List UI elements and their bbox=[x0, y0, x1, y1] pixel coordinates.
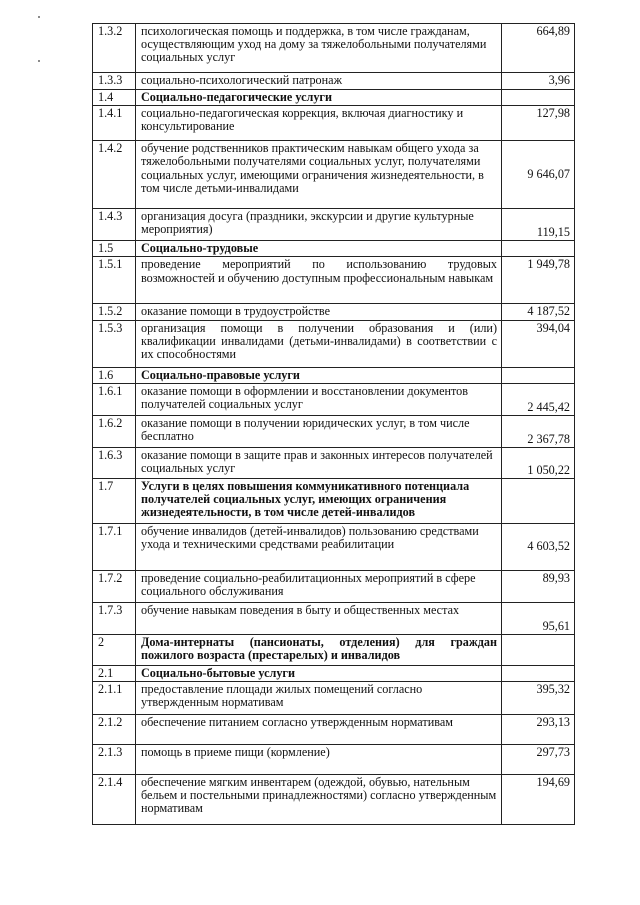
service-price bbox=[502, 634, 575, 665]
row-number: 1.4.1 bbox=[93, 106, 136, 141]
row-number: 1.6 bbox=[93, 367, 136, 383]
service-name: социально-психологический патронаж bbox=[136, 73, 502, 90]
row-number: 2.1.1 bbox=[93, 682, 136, 715]
service-name: обеспечение питанием согласно утвержденным нормативам bbox=[136, 715, 502, 745]
service-name: проведение социально-реабилитационных мероприятий в сфере социального обслуживания bbox=[136, 570, 502, 602]
service-price bbox=[502, 90, 575, 106]
table-row bbox=[93, 90, 575, 106]
section-title: Социально-правовые услуги bbox=[136, 367, 502, 383]
table-row bbox=[93, 106, 575, 141]
row-number: 1.4.3 bbox=[93, 209, 136, 241]
service-price bbox=[502, 367, 575, 383]
table-row bbox=[93, 209, 575, 241]
row-number: 1.5.3 bbox=[93, 320, 136, 367]
service-price bbox=[502, 478, 575, 523]
row-number: 2.1.4 bbox=[93, 775, 136, 825]
table-row bbox=[93, 73, 575, 90]
row-number: 1.3.2 bbox=[93, 24, 136, 73]
table-row bbox=[93, 602, 575, 634]
table-row bbox=[93, 745, 575, 775]
table-row bbox=[93, 24, 575, 73]
service-price: 4 187,52 bbox=[502, 304, 575, 320]
table-row bbox=[93, 257, 575, 304]
table-row bbox=[93, 523, 575, 570]
row-number: 1.4 bbox=[93, 90, 136, 106]
service-price: 127,98 bbox=[502, 106, 575, 141]
tariff-table bbox=[92, 23, 575, 825]
service-name: обеспечение мягким инвентарем (одеждой, обувью, нательным бельем и постельными принадлежностями) согласно утвержденным нормативам bbox=[136, 775, 502, 825]
scan-speck bbox=[38, 60, 40, 62]
row-number: 1.7.1 bbox=[93, 523, 136, 570]
section-title: Услуги в целях повышения коммуникативного потенциала получателей социальных услуг, имеющих ограничения жизнедеятельности, в том числе детей-инвалидов bbox=[136, 478, 502, 523]
table-row bbox=[93, 775, 575, 825]
table-row bbox=[93, 665, 575, 681]
service-price: 95,61 bbox=[502, 602, 575, 634]
service-price: 394,04 bbox=[502, 320, 575, 367]
service-price: 9 646,07 bbox=[502, 141, 575, 209]
service-price: 4 603,52 bbox=[502, 523, 575, 570]
service-price: 119,15 bbox=[502, 209, 575, 241]
service-price: 293,13 bbox=[502, 715, 575, 745]
service-name: предоставление площади жилых помещений согласно утвержденным нормативам bbox=[136, 682, 502, 715]
row-number: 2.1.2 bbox=[93, 715, 136, 745]
row-number: 1.5.2 bbox=[93, 304, 136, 320]
service-name: оказание помощи в оформлении и восстановлении документов получателей социальных услуг bbox=[136, 383, 502, 415]
service-price: 395,32 bbox=[502, 682, 575, 715]
table-row bbox=[93, 415, 575, 447]
service-price: 664,89 bbox=[502, 24, 575, 73]
service-name: обучение навыкам поведения в быту и общественных местах bbox=[136, 602, 502, 634]
service-price: 2 445,42 bbox=[502, 383, 575, 415]
service-name: оказание помощи в защите прав и законных интересов получателей социальных услуг bbox=[136, 447, 502, 478]
service-price bbox=[502, 665, 575, 681]
service-name: организация помощи в получении образования и (или) квалификации инвалидами (детьми-инвалидами) в соответствии с их способностями bbox=[136, 320, 502, 367]
row-number: 2 bbox=[93, 634, 136, 665]
table-row bbox=[93, 715, 575, 745]
row-number: 1.3.3 bbox=[93, 73, 136, 90]
service-price bbox=[502, 241, 575, 257]
table-row bbox=[93, 447, 575, 478]
row-number: 1.5.1 bbox=[93, 257, 136, 304]
service-price: 1 050,22 bbox=[502, 447, 575, 478]
section-title: Социально-трудовые bbox=[136, 241, 502, 257]
row-number: 1.5 bbox=[93, 241, 136, 257]
section-title: Социально-бытовые услуги bbox=[136, 665, 502, 681]
row-number: 1.7 bbox=[93, 478, 136, 523]
service-name: социально-педагогическая коррекция, включая диагностику и консультирование bbox=[136, 106, 502, 141]
service-price: 194,69 bbox=[502, 775, 575, 825]
table-row bbox=[93, 141, 575, 209]
table-row bbox=[93, 241, 575, 257]
scan-speck bbox=[38, 16, 40, 18]
service-name: проведение мероприятий по использованию трудовых возможностей и обучению доступным профессиональным навыкам bbox=[136, 257, 502, 304]
service-name: оказание помощи в получении юридических услуг, в том числе бесплатно bbox=[136, 415, 502, 447]
row-number: 1.6.2 bbox=[93, 415, 136, 447]
row-number: 1.6.1 bbox=[93, 383, 136, 415]
service-name: обучение родственников практическим навыкам общего ухода за тяжелобольными получателями социальных услуг, получателями социальных услуг, имеющими ограничения жизнедеятельности, в том числе детьми-инвалидами bbox=[136, 141, 502, 209]
service-price: 1 949,78 bbox=[502, 257, 575, 304]
service-price: 89,93 bbox=[502, 570, 575, 602]
row-number: 2.1.3 bbox=[93, 745, 136, 775]
table-row bbox=[93, 570, 575, 602]
table-row bbox=[93, 304, 575, 320]
service-name: организация досуга (праздники, экскурсии и другие культурные мероприятия) bbox=[136, 209, 502, 241]
table-row bbox=[93, 634, 575, 665]
row-number: 1.7.3 bbox=[93, 602, 136, 634]
table-row bbox=[93, 383, 575, 415]
row-number: 1.6.3 bbox=[93, 447, 136, 478]
service-price: 297,73 bbox=[502, 745, 575, 775]
service-name: оказание помощи в трудоустройстве bbox=[136, 304, 502, 320]
service-price: 3,96 bbox=[502, 73, 575, 90]
table-row bbox=[93, 478, 575, 523]
section-title: Дома-интернаты (пансионаты, отделения) для граждан пожилого возраста (престарелых) и инвалидов bbox=[136, 634, 502, 665]
section-title: Социально-педагогические услуги bbox=[136, 90, 502, 106]
table-row bbox=[93, 367, 575, 383]
service-name: обучение инвалидов (детей-инвалидов) пользованию средствами ухода и техническими средствами реабилитации bbox=[136, 523, 502, 570]
row-number: 2.1 bbox=[93, 665, 136, 681]
row-number: 1.7.2 bbox=[93, 570, 136, 602]
table-row bbox=[93, 682, 575, 715]
service-name: психологическая помощь и поддержка, в том числе гражданам, осуществляющим уход на дому за тяжелобольными получателями социальных услуг bbox=[136, 24, 502, 73]
service-name: помощь в приеме пищи (кормление) bbox=[136, 745, 502, 775]
service-price: 2 367,78 bbox=[502, 415, 575, 447]
row-number: 1.4.2 bbox=[93, 141, 136, 209]
table-row bbox=[93, 320, 575, 367]
